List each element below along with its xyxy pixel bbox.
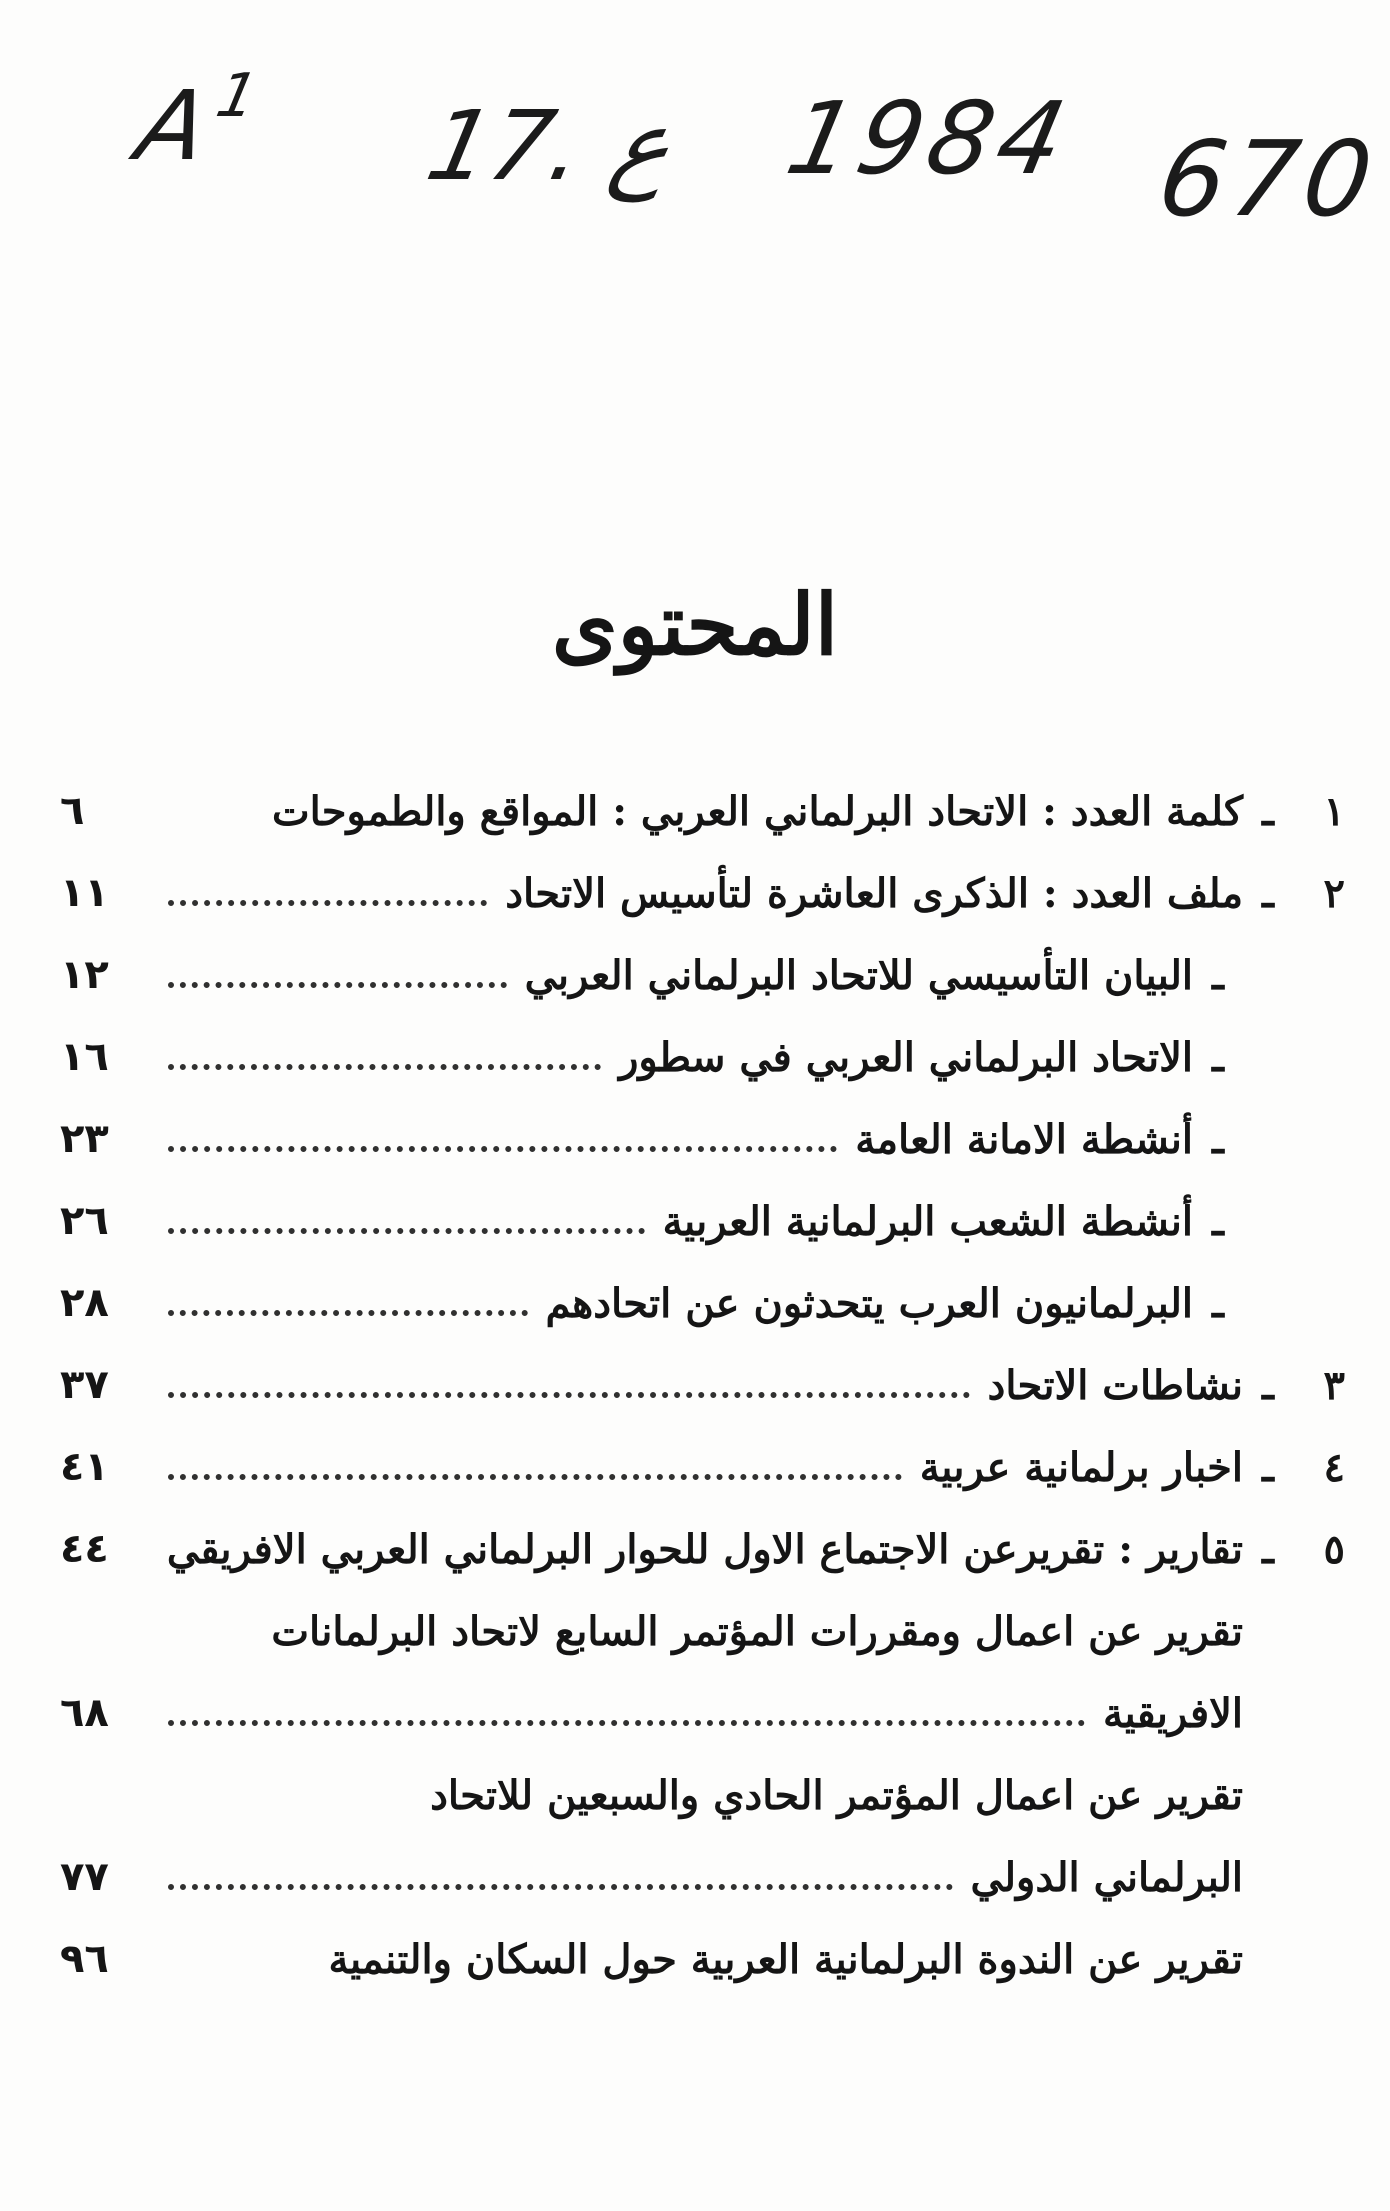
toc-page-number: ٢٣ xyxy=(60,1116,109,1162)
toc-item-number: ٤ xyxy=(1323,1443,1345,1491)
dot-leader xyxy=(168,1146,837,1152)
toc-row xyxy=(60,852,1345,934)
toc-dash: ـ xyxy=(1262,869,1274,917)
handwritten-ref-a-sup: 1 xyxy=(210,61,270,131)
toc-dash: ـ xyxy=(1212,1279,1224,1327)
toc-item-title: كلمة العدد : الاتحاد البرلماني العربي : المواقع والطموحات xyxy=(271,787,1243,835)
handwritten-code: 17. ع xyxy=(418,90,683,202)
toc-dash: ـ xyxy=(1262,787,1274,835)
toc-item-number: ١ xyxy=(1323,787,1345,835)
toc-item-number: ٣ xyxy=(1323,1361,1345,1409)
toc-page-number: ٧٧ xyxy=(60,1854,109,1900)
toc-subrow xyxy=(60,1262,1345,1344)
toc-row xyxy=(60,1426,1345,1508)
toc-subrow xyxy=(60,1016,1345,1098)
dot-leader xyxy=(168,1884,953,1890)
toc-item-number: ٢ xyxy=(1323,869,1345,917)
toc-dash: ـ xyxy=(1262,1443,1274,1491)
toc-subrow xyxy=(60,1754,1345,1836)
toc-dash: ـ xyxy=(1212,1033,1224,1081)
toc-dash: ـ xyxy=(1262,1525,1274,1573)
toc-subrow xyxy=(60,1918,1345,2000)
dot-leader xyxy=(168,1064,601,1070)
toc-dash: ـ xyxy=(1212,951,1224,999)
toc-page-number: ٤١ xyxy=(60,1444,109,1490)
toc-item-title: نشاطات الاتحاد xyxy=(987,1361,1243,1409)
handwritten-reference xyxy=(0,60,1390,240)
toc-item-title: اخبار برلمانية عربية xyxy=(919,1443,1243,1491)
dot-leader xyxy=(168,1228,645,1234)
toc-page-number: ٩٦ xyxy=(60,1936,109,1982)
toc-subrow xyxy=(60,1098,1345,1180)
toc-page-number: ٢٨ xyxy=(60,1280,109,1326)
toc-subrow xyxy=(60,1672,1345,1754)
page-title: المحتوى xyxy=(551,575,839,674)
toc-page-number: ٦ xyxy=(60,788,85,834)
handwritten-ref-a: $A^1$ xyxy=(128,61,270,182)
toc-item-title: تقرير عن الندوة البرلمانية العربية حول السكان والتنمية xyxy=(328,1935,1243,1983)
dot-leader xyxy=(168,1310,528,1316)
dot-leader xyxy=(168,1720,1085,1726)
toc-page-number: ١١ xyxy=(60,870,109,916)
dot-leader xyxy=(168,1474,902,1480)
toc-subrow xyxy=(60,934,1345,1016)
toc-subrow xyxy=(60,1836,1345,1918)
toc-item-title: ملف العدد : الذكرى العاشرة لتأسيس الاتحاد xyxy=(505,869,1243,917)
dot-leader xyxy=(168,982,507,988)
toc-item-title: تقرير عن اعمال المؤتمر الحادي والسبعين للاتحاد xyxy=(430,1771,1243,1819)
toc-dash: ـ xyxy=(1212,1197,1224,1245)
toc-item-title: أنشطة الشعب البرلمانية العربية xyxy=(662,1197,1193,1245)
toc-row xyxy=(60,1508,1345,1590)
dot-leader xyxy=(168,1392,970,1398)
dot-leader xyxy=(168,900,487,906)
toc-item-number: ٥ xyxy=(1323,1525,1345,1573)
toc-item-title: البيان التأسيسي للاتحاد البرلماني العربي xyxy=(524,951,1193,999)
toc-row xyxy=(60,1344,1345,1426)
toc-item-title: الاتحاد البرلماني العربي في سطور xyxy=(619,1033,1193,1081)
toc-page-number: ١٦ xyxy=(60,1034,109,1080)
toc-item-title: البرلماني الدولي xyxy=(970,1853,1243,1901)
handwritten-year: 1984 xyxy=(777,80,1081,197)
table-of-contents xyxy=(60,770,1345,2000)
toc-item-title: الافريقية xyxy=(1103,1689,1243,1737)
toc-subrow xyxy=(60,1180,1345,1262)
toc-item-title: تقرير عن اعمال ومقررات المؤتمر السابع لاتحاد البرلمانات xyxy=(271,1607,1243,1655)
toc-dash: ـ xyxy=(1262,1361,1274,1409)
toc-page-number: ٦٨ xyxy=(60,1690,109,1736)
toc-page-number: ٢٦ xyxy=(60,1198,109,1244)
toc-dash: ـ xyxy=(1212,1115,1224,1163)
handwritten-number: 670 xyxy=(1151,118,1386,240)
toc-page-number: ٤٤ xyxy=(60,1526,109,1572)
toc-page-number: ١٢ xyxy=(60,952,109,998)
toc-item-title: تقارير : تقريرعن الاجتماع الاول للحوار البرلماني العربي الافريقي xyxy=(166,1525,1243,1573)
toc-row xyxy=(60,770,1345,852)
toc-page-number: ٣٧ xyxy=(60,1362,109,1408)
toc-subrow xyxy=(60,1590,1345,1672)
toc-item-title: البرلمانيون العرب يتحدثون عن اتحادهم xyxy=(545,1279,1193,1327)
toc-item-title: أنشطة الامانة العامة xyxy=(855,1115,1193,1163)
